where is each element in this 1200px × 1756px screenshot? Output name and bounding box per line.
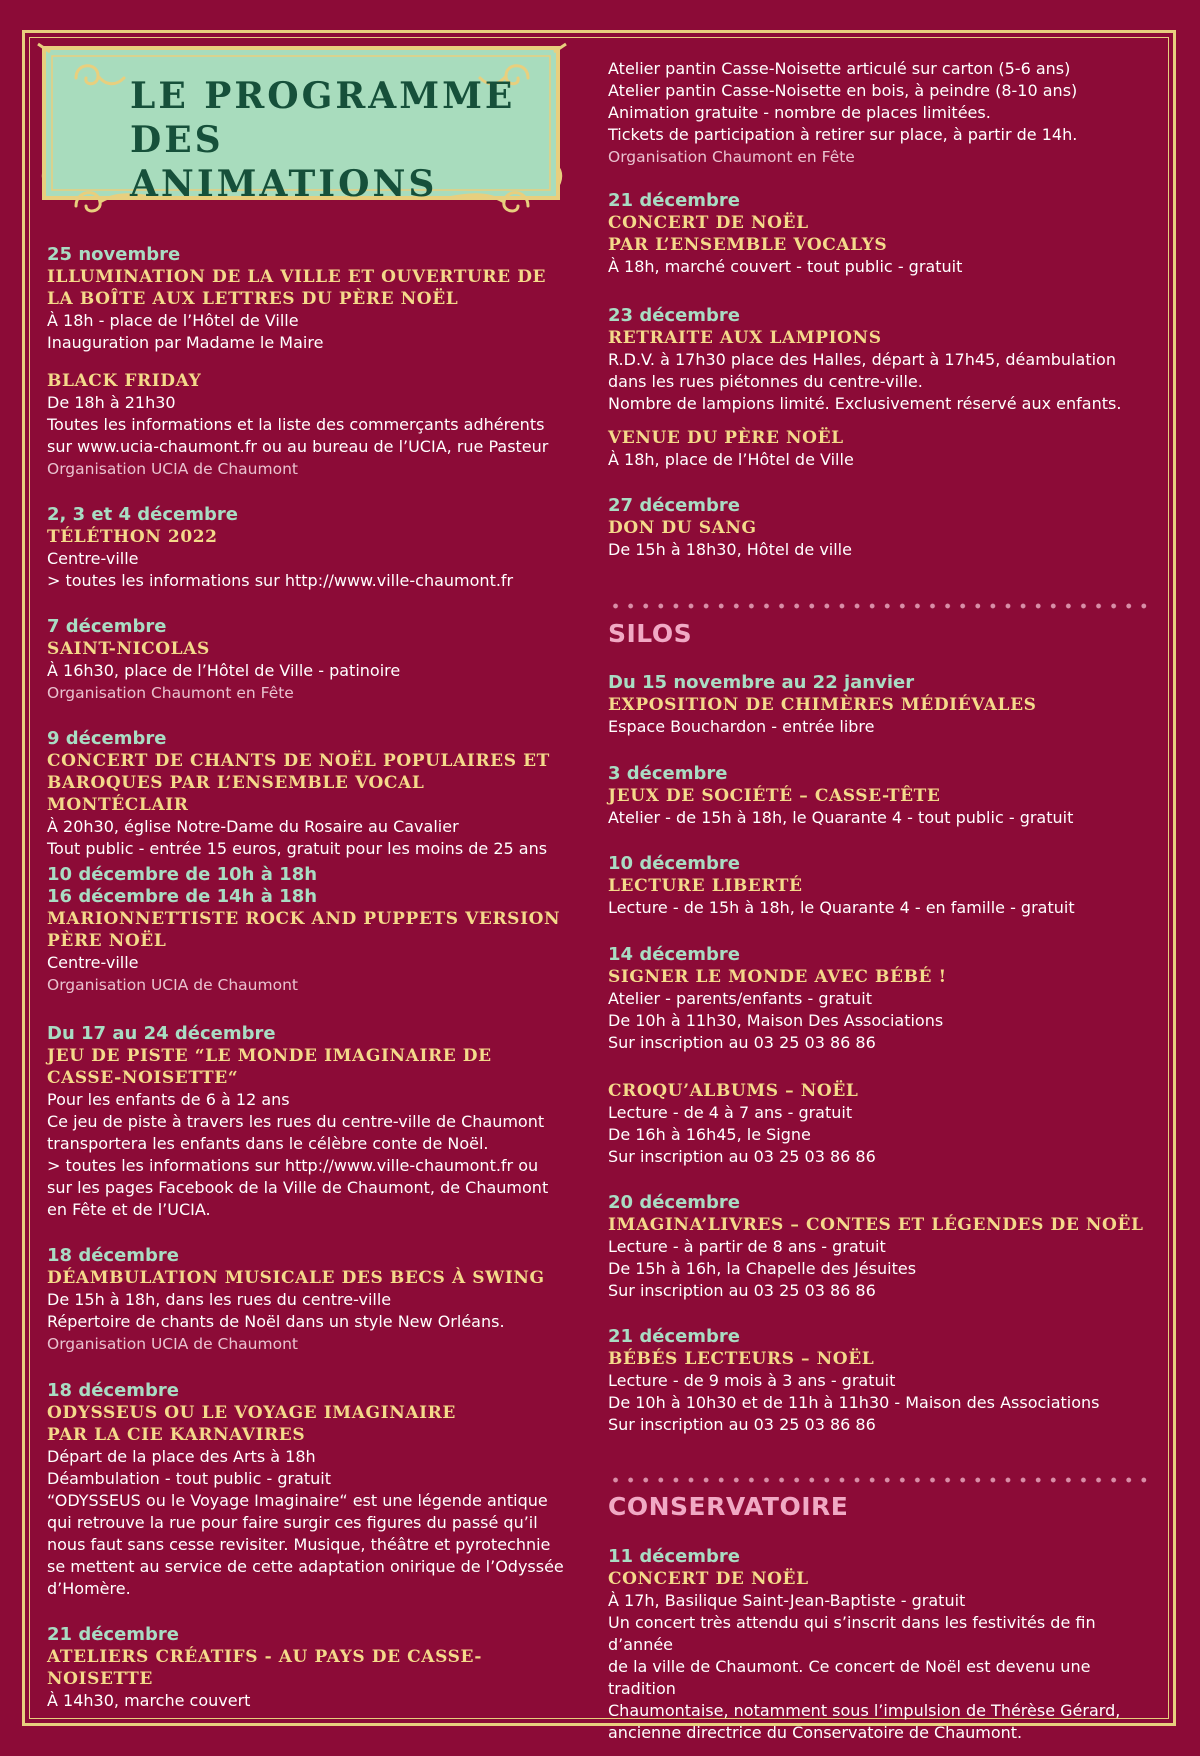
- event-detail: > toutes les informations sur http://www.ville-chaumont.fr: [47, 571, 514, 590]
- event-detail: Sur inscription au 03 25 03 86 86: [608, 1147, 876, 1166]
- event-title: ILLUMINATION DE LA VILLE ET OUVERTURE DE: [47, 267, 547, 287]
- event-title: CONCERT DE NOËL: [608, 213, 809, 233]
- event-detail: Centre-ville: [47, 549, 139, 568]
- event-detail: Lecture - de 15h à 18h, le Quarante 4 - en famille - gratuit: [608, 898, 1075, 917]
- event-imagina-livres: [608, 1192, 1150, 1302]
- event-detail: Atelier pantin Casse-Noisette articulé sur carton (5-6 ans): [608, 59, 1071, 78]
- event-signer-le-monde: [608, 944, 1150, 1054]
- event-detail: Toutes les informations et la liste des commerçants adhérents: [47, 415, 545, 434]
- event-detail: Atelier - parents/enfants - gratuit: [608, 989, 872, 1008]
- event-title: TÉLÉTHON 2022: [47, 527, 218, 547]
- event-title: PAR LA CIE KARNAVIRES: [47, 1425, 306, 1445]
- event-date: 11 décembre: [608, 1546, 741, 1567]
- event-detail: Sur inscription au 03 25 03 86 86: [608, 1281, 876, 1300]
- event-detail: Centre-ville: [47, 953, 139, 972]
- event-title: CONCERT DE NOËL: [608, 1569, 809, 1589]
- event-date: 14 décembre: [608, 944, 741, 965]
- event-detail: Chaumontaise, notamment sous l’impulsion de Thérèse Gérard,: [608, 1701, 1121, 1720]
- event-detail: sur les pages Facebook de la Ville de Chaumont, de Chaumont: [47, 1178, 549, 1197]
- event-detail: Répertoire de chants de Noël dans un style New Orléans.: [47, 1312, 505, 1331]
- event-concert-monteclair: [47, 728, 567, 860]
- event-title: JEU DE PISTE “LE MONDE IMAGINAIRE DE: [47, 1046, 492, 1066]
- event-detail: Lecture - de 4 à 7 ans - gratuit: [608, 1103, 853, 1122]
- event-bebes-lecteurs: [608, 1326, 1150, 1436]
- event-title: BAROQUES PAR L’ENSEMBLE VOCAL MONTÉCLAIR: [47, 773, 425, 815]
- event-organizer: Organisation UCIA de Chaumont: [47, 1335, 298, 1353]
- event-detail: De 10h à 11h30, Maison Des Associations: [608, 1011, 944, 1030]
- event-detail: Tickets de participation à retirer sur place, à partir de 14h.: [608, 125, 1078, 144]
- event-detail: De 10h à 10h30 et de 11h à 11h30 - Maison des Associations: [608, 1393, 1100, 1412]
- event-detail: À 14h30, marche couvert: [47, 1691, 251, 1710]
- event-organizer: Organisation UCIA de Chaumont: [47, 460, 298, 478]
- event-title: BLACK FRIDAY: [47, 371, 202, 391]
- event-date: 18 décembre: [47, 1245, 180, 1266]
- event-detail: “ODYSSEUS ou le Voyage Imaginaire“ est une légende antique: [47, 1491, 548, 1510]
- event-detail: ancienne directrice du Conservatoire de Chaumont.: [608, 1723, 1023, 1742]
- event-detail: Ce jeu de piste à travers les rues du centre-ville de Chaumont: [47, 1112, 545, 1131]
- event-ateliers-creatifs: [47, 1624, 567, 1712]
- event-concert-vocalys: [608, 190, 1150, 278]
- event-detail: Atelier pantin Casse-Noisette en bois, à peindre (8-10 ans): [608, 81, 1078, 100]
- event-date: 23 décembre: [608, 305, 741, 326]
- event-detail: À 20h30, église Notre-Dame du Rosaire au Cavalier: [47, 817, 459, 836]
- event-detail: Lecture - de 9 mois à 3 ans - gratuit: [608, 1371, 896, 1390]
- dotted-divider: [608, 603, 1150, 609]
- event-detail: > toutes les informations sur http://www.ville-chaumont.fr ou: [47, 1156, 539, 1175]
- event-date: 2, 3 et 4 décembre: [47, 504, 238, 525]
- section-heading-silos: SILOS: [608, 619, 693, 648]
- event-jeu-de-piste: [47, 1023, 567, 1221]
- event-title: JEUX DE SOCIÉTÉ – CASSE-TÊTE: [608, 786, 941, 806]
- event-detail: À 18h, marché couvert - tout public - gratuit: [608, 257, 963, 276]
- title-banner: [36, 38, 568, 214]
- event-detail: Pour les enfants de 6 à 12 ans: [47, 1090, 290, 1109]
- event-date: 25 novembre: [47, 244, 181, 265]
- event-detail: en Fête et de l’UCIA.: [47, 1200, 211, 1219]
- event-date: 21 décembre: [47, 1624, 180, 1645]
- event-black-friday: [47, 370, 567, 480]
- event-date: 27 décembre: [608, 495, 741, 516]
- event-date: Du 15 novembre au 22 janvier: [608, 672, 915, 693]
- event-croqu-albums: [608, 1080, 1150, 1168]
- event-detail: Nombre de lampions limité. Exclusivement réservé aux enfants.: [608, 394, 1122, 413]
- event-organizer: Organisation Chaumont en Fête: [608, 148, 855, 166]
- event-title: ODYSSEUS OU LE VOYAGE IMAGINAIRE: [47, 1403, 456, 1423]
- event-detail: À 17h, Basilique Saint-Jean-Baptiste - gratuit: [608, 1591, 966, 1610]
- event-detail: Lecture - à partir de 8 ans - gratuit: [608, 1237, 886, 1256]
- event-detail: Déambulation - tout public - gratuit: [47, 1469, 332, 1488]
- event-title: RETRAITE AUX LAMPIONS: [608, 328, 882, 348]
- event-organizer: Organisation UCIA de Chaumont: [47, 976, 298, 994]
- event-organizer: Organisation Chaumont en Fête: [47, 684, 294, 702]
- page-title-line2: DES ANIMATIONS: [130, 119, 438, 205]
- event-date: 20 décembre: [608, 1192, 741, 1213]
- event-detail: À 18h, place de l’Hôtel de Ville: [608, 450, 854, 469]
- event-detail: À 18h - place de l’Hôtel de Ville: [47, 311, 299, 330]
- event-detail: Animation gratuite - nombre de places limitées.: [608, 103, 991, 122]
- event-detail: Atelier - de 15h à 18h, le Quarante 4 - tout public - gratuit: [608, 808, 1074, 827]
- event-date: 18 décembre: [47, 1380, 180, 1401]
- event-detail: sur www.ucia-chaumont.fr ou au bureau de l’UCIA, rue Pasteur: [47, 437, 549, 456]
- event-saint-nicolas: [47, 616, 567, 704]
- event-date: 10 décembre: [608, 853, 741, 874]
- event-retraite-lampions: [608, 305, 1150, 415]
- event-detail: Sur inscription au 03 25 03 86 86: [608, 1415, 876, 1434]
- event-title: MARIONNETTISTE ROCK AND PUPPETS VERSION: [47, 909, 561, 929]
- event-detail: se mettent au service de cette adaptation onirique de l’Odyssée: [47, 1557, 564, 1576]
- event-don-du-sang: [608, 495, 1150, 561]
- event-title: VENUE DU PÈRE NOËL: [608, 428, 844, 448]
- event-title: SIGNER LE MONDE AVEC BÉBÉ !: [608, 967, 947, 987]
- event-date: 9 décembre: [47, 728, 167, 749]
- event-detail: qui retrouve la rue pour faire surgir ces figures du passé qu’il: [47, 1513, 538, 1532]
- event-marionnettiste: [47, 864, 567, 996]
- event-detail: d’Homère.: [47, 1579, 131, 1598]
- event-detail: Tout public - entrée 15 euros, gratuit pour les moins de 25 ans: [47, 839, 548, 858]
- event-title: SAINT-NICOLAS: [47, 639, 210, 659]
- event-illumination: [47, 244, 567, 354]
- event-telethon: [47, 504, 567, 592]
- event-detail: De 15h à 18h, dans les rues du centre-ville: [47, 1290, 392, 1309]
- event-title: PÈRE NOËL: [47, 931, 167, 951]
- event-date: 21 décembre: [608, 1326, 741, 1347]
- event-detail: À 16h30, place de l’Hôtel de Ville - patinoire: [47, 661, 401, 680]
- section-heading-conservatoire: CONSERVATOIRE: [608, 1492, 849, 1521]
- event-title: ATELIERS CRÉATIFS - AU PAYS DE CASSE-NOISETTE: [47, 1647, 482, 1689]
- event-title: DÉAMBULATION MUSICALE DES BECS À SWING: [47, 1268, 545, 1288]
- event-date: 7 décembre: [47, 616, 167, 637]
- event-title: DON DU SANG: [608, 518, 757, 538]
- event-detail: de la ville de Chaumont. Ce concert de Noël est devenu une tradition: [608, 1657, 1091, 1698]
- event-detail: transportera les enfants dans le célèbre conte de Noël.: [47, 1134, 489, 1153]
- event-title: CASSE-NOISETTE“: [47, 1068, 239, 1088]
- event-ateliers-creatifs-continued: [608, 58, 1150, 168]
- event-date: 16 décembre de 14h à 18h: [47, 886, 318, 907]
- event-title: EXPOSITION DE CHIMÈRES MÉDIÉVALES: [608, 695, 1037, 715]
- event-detail: R.D.V. à 17h30 place des Halles, départ à 17h45, déambulation: [608, 350, 1116, 369]
- page-title-line1: LE PROGRAMME: [130, 75, 516, 117]
- event-detail: De 18h à 21h30: [47, 393, 176, 412]
- event-detail: Inauguration par Madame le Maire: [47, 333, 324, 352]
- event-detail: nous faut sans cesse revisiter. Musique, théâtre et pyrotechnie: [47, 1535, 551, 1554]
- event-detail: Sur inscription au 03 25 03 86 86: [608, 1033, 876, 1052]
- event-detail: De 15h à 18h30, Hôtel de ville: [608, 540, 852, 559]
- event-jeux-de-societe: [608, 763, 1150, 829]
- event-title: LECTURE LIBERTÉ: [608, 876, 803, 896]
- event-chimeres: [608, 672, 1150, 738]
- event-odysseus: [47, 1380, 567, 1600]
- event-detail: Départ de la place des Arts à 18h: [47, 1447, 316, 1466]
- page-title: [130, 74, 530, 206]
- event-concert-de-noel-basilique: [608, 1546, 1150, 1744]
- event-date: 10 décembre de 10h à 18h: [47, 864, 318, 885]
- event-title: PAR L’ENSEMBLE VOCALYS: [608, 235, 888, 255]
- event-title: CONCERT DE CHANTS DE NOËL POPULAIRES ET: [47, 751, 550, 771]
- event-date: 3 décembre: [608, 763, 728, 784]
- event-detail: Un concert très attendu qui s’inscrit dans les festivités de fin d’année: [608, 1613, 1096, 1654]
- event-date: Du 17 au 24 décembre: [47, 1023, 276, 1044]
- event-title: CROQU’ALBUMS – NOËL: [608, 1081, 859, 1101]
- event-detail: Espace Bouchardon - entrée libre: [608, 717, 875, 736]
- event-title: BÉBÉS LECTEURS – NOËL: [608, 1349, 875, 1369]
- event-detail: De 15h à 16h, la Chapelle des Jésuites: [608, 1259, 917, 1278]
- event-detail: dans les rues piétonnes du centre-ville.: [608, 372, 923, 391]
- event-date: 21 décembre: [608, 190, 741, 211]
- event-lecture-liberte: [608, 853, 1150, 919]
- event-title: IMAGINA’LIVRES – CONTES ET LÉGENDES DE NOËL: [608, 1215, 1144, 1235]
- event-title: LA BOÎTE AUX LETTRES DU PÈRE NOËL: [47, 289, 459, 309]
- event-detail: De 16h à 16h45, le Signe: [608, 1125, 811, 1144]
- event-venue-pere-noel: [608, 427, 1150, 471]
- event-becs-a-swing: [47, 1245, 567, 1355]
- dotted-divider: [608, 1477, 1150, 1483]
